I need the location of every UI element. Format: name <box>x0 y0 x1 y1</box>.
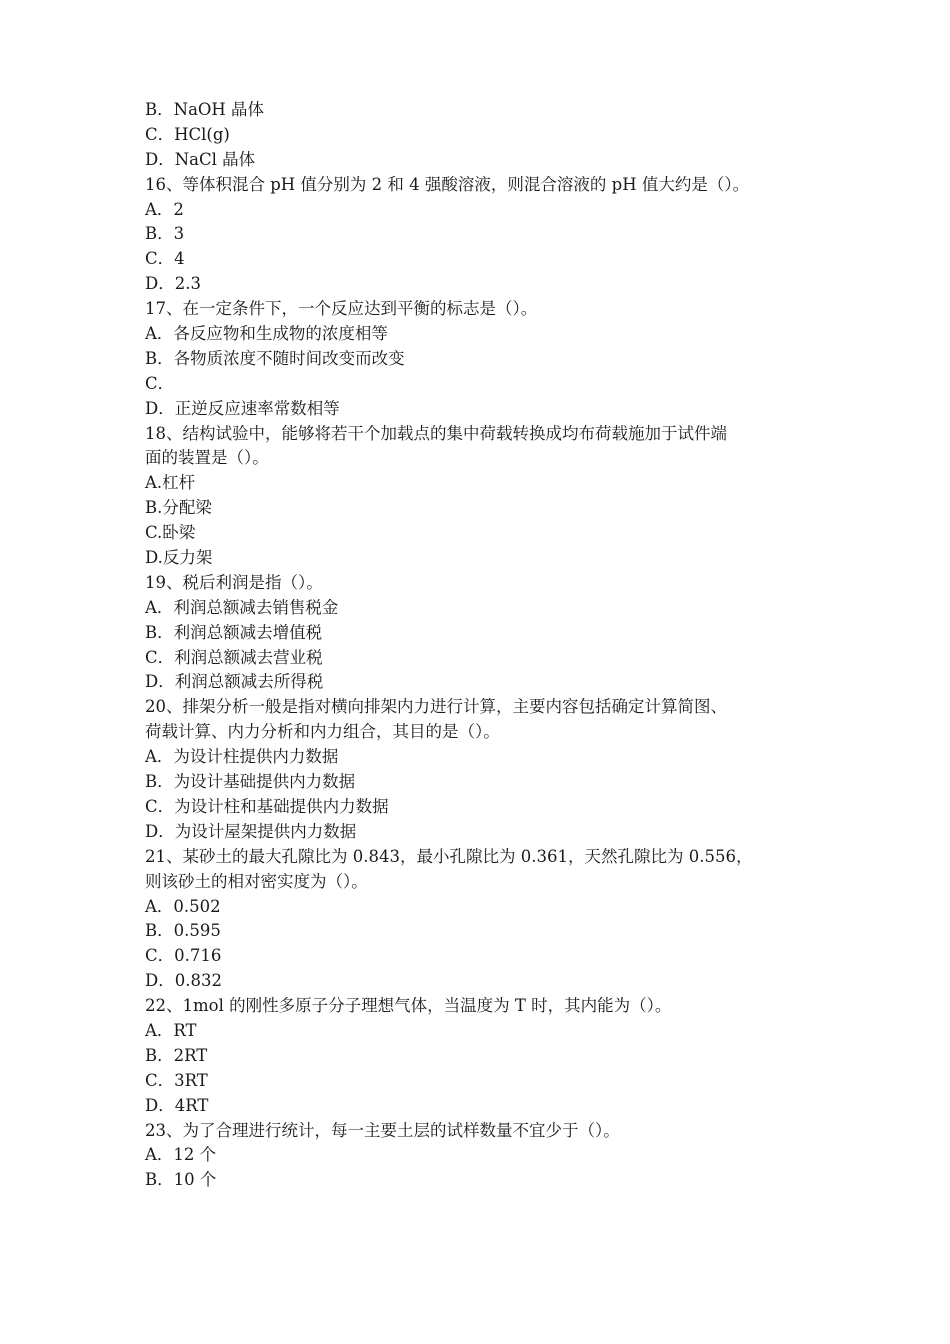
text-line: 22、1mol 的刚性多原子分子理想气体，当温度为 T 时，其内能为（）。 <box>145 996 672 1016</box>
text-line: 21、某砂土的最大孔隙比为 0.843，最小孔隙比为 0.361，天然孔隙比为 0.556， <box>145 846 753 866</box>
text-line: B．利润总额减去增值税 <box>145 622 323 642</box>
text-line: B.分配梁 <box>145 498 212 518</box>
text-line: C． <box>145 373 175 393</box>
text-line: 20、排架分析一般是指对横向排架内力进行计算，主要内容包括确定计算简图、 <box>145 697 727 717</box>
text-line: B．0.595 <box>145 921 221 941</box>
text-line: A．RT <box>145 1020 197 1040</box>
text-line: B．为设计基础提供内力数据 <box>145 772 356 792</box>
text-line: B．2RT <box>145 1045 208 1065</box>
text-line: C．0.716 <box>145 946 222 966</box>
text-line: B．3 <box>145 224 185 244</box>
text-line: B．NaOH 晶体 <box>145 100 265 119</box>
text-line: C．利润总额减去营业税 <box>145 647 323 667</box>
text-line: A．12 个 <box>145 1145 217 1165</box>
text-line: 19、税后利润是指（）。 <box>145 572 323 592</box>
text-line: A．利润总额减去销售税金 <box>145 597 339 617</box>
text-line: D．NaCl 晶体 <box>145 149 256 169</box>
text-line: C.卧梁 <box>145 523 196 543</box>
text-line: A．2 <box>145 199 184 219</box>
text-line: D．正逆反应速率常数相等 <box>145 398 340 418</box>
text-line: 荷载计算、内力分析和内力组合，其目的是（）。 <box>145 722 500 742</box>
text-line: 面的装置是（）。 <box>145 448 269 468</box>
text-line: C．4 <box>145 249 185 269</box>
text-line: 17、在一定条件下，一个反应达到平衡的标志是（）。 <box>145 299 538 319</box>
text-line: C．为设计柱和基础提供内力数据 <box>145 796 389 816</box>
text-line: A．0.502 <box>145 896 221 916</box>
text-line: D．利润总额减去所得税 <box>145 672 324 692</box>
text-line: C．3RT <box>145 1070 208 1090</box>
document-page <box>145 98 825 1193</box>
text-line: B．10 个 <box>145 1170 217 1190</box>
text-line: D．为设计屋架提供内力数据 <box>145 821 357 841</box>
text-line: 16、等体积混合 pH 值分别为 2 和 4 强酸溶液，则混合溶液的 pH 值大约是（）。 <box>145 174 750 194</box>
text-line: D．4RT <box>145 1095 209 1115</box>
text-line: 23、为了合理进行统计，每一主要土层的试样数量不宜少于（）。 <box>145 1120 620 1140</box>
text-line: C．HCl(g) <box>145 124 230 144</box>
text-line: 则该砂土的相对密实度为（）。 <box>145 871 368 891</box>
text-line: B．各物质浓度不随时间改变而改变 <box>145 348 405 368</box>
text-line: D．0.832 <box>145 971 222 991</box>
text-line: A.杠杆 <box>145 473 196 493</box>
text-line: D.反力架 <box>145 548 213 568</box>
text-line: A．各反应物和生成物的浓度相等 <box>145 324 388 344</box>
text-line: A．为设计柱提供内力数据 <box>145 747 339 767</box>
text-line: D．2.3 <box>145 274 201 294</box>
text-line: 18、结构试验中，能够将若干个加载点的集中荷载转换成均布荷载施加于试件端 <box>145 423 727 443</box>
